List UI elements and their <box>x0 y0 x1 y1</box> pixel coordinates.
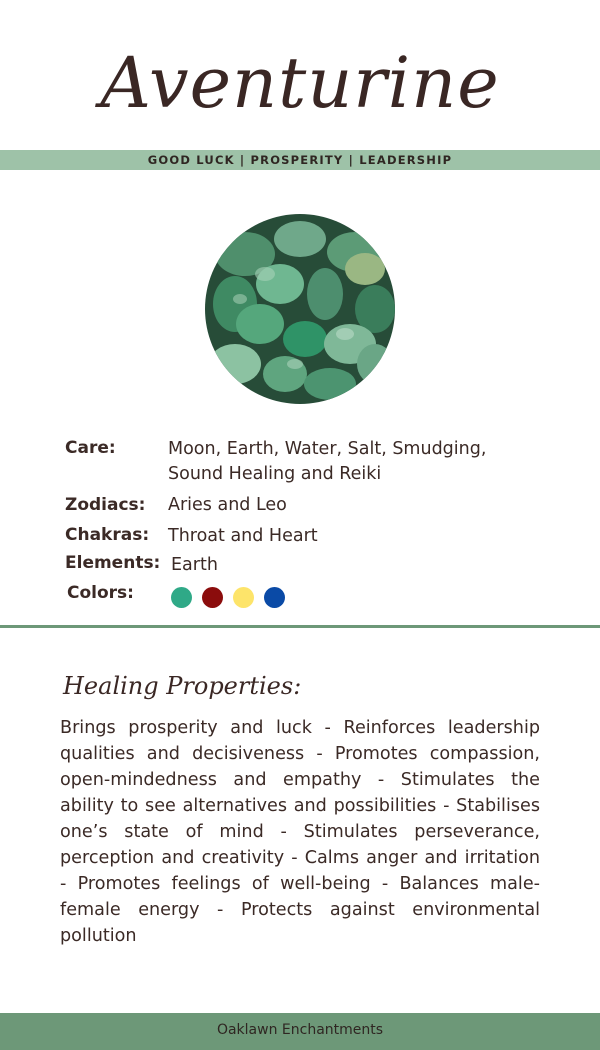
color-swatch-green <box>171 587 192 608</box>
tagline: GOOD LUCK | PROSPERITY | LEADERSHIP <box>147 153 453 167</box>
footer-band <box>0 1013 600 1050</box>
color-swatch-yellow <box>233 587 254 608</box>
elements-value: Earth <box>171 555 218 575</box>
healing-properties-title: Healing Properties: <box>63 672 302 700</box>
page-title: Aventurine <box>100 42 500 124</box>
chakras-label: Chakras: <box>65 525 150 545</box>
color-swatch-red <box>202 587 223 608</box>
divider <box>0 625 600 628</box>
care-value-line1: Moon, Earth, Water, Salt, Smudging, <box>168 439 487 459</box>
zodiacs-value: Aries and Leo <box>168 495 287 515</box>
elements-label: Elements: <box>65 553 161 573</box>
chakras-value: Throat and Heart <box>168 526 318 546</box>
care-value-line2: Sound Healing and Reiki <box>168 464 382 484</box>
colors-label: Colors: <box>67 583 134 603</box>
healing-properties-text: Brings prosperity and luck - Reinforces leadership qualities and decisiveness - Promotes compassion, open-mindedness and empathy - Stimulates the ability to see alternatives and possibilities - Stabilises one’s state of mind - Stimulates perseverance, perception and creativity - Calms anger and irritation - Promotes feelings of well-being - Balances male-female energy - Protects against environmental pollution <box>60 718 540 946</box>
aventurine-stones-image <box>205 214 395 404</box>
color-swatch-blue <box>264 587 285 608</box>
care-label: Care: <box>65 438 116 458</box>
footer-brand: Oaklawn Enchantments <box>216 1022 384 1038</box>
zodiacs-label: Zodiacs: <box>65 495 146 515</box>
tagline-band <box>0 150 600 170</box>
